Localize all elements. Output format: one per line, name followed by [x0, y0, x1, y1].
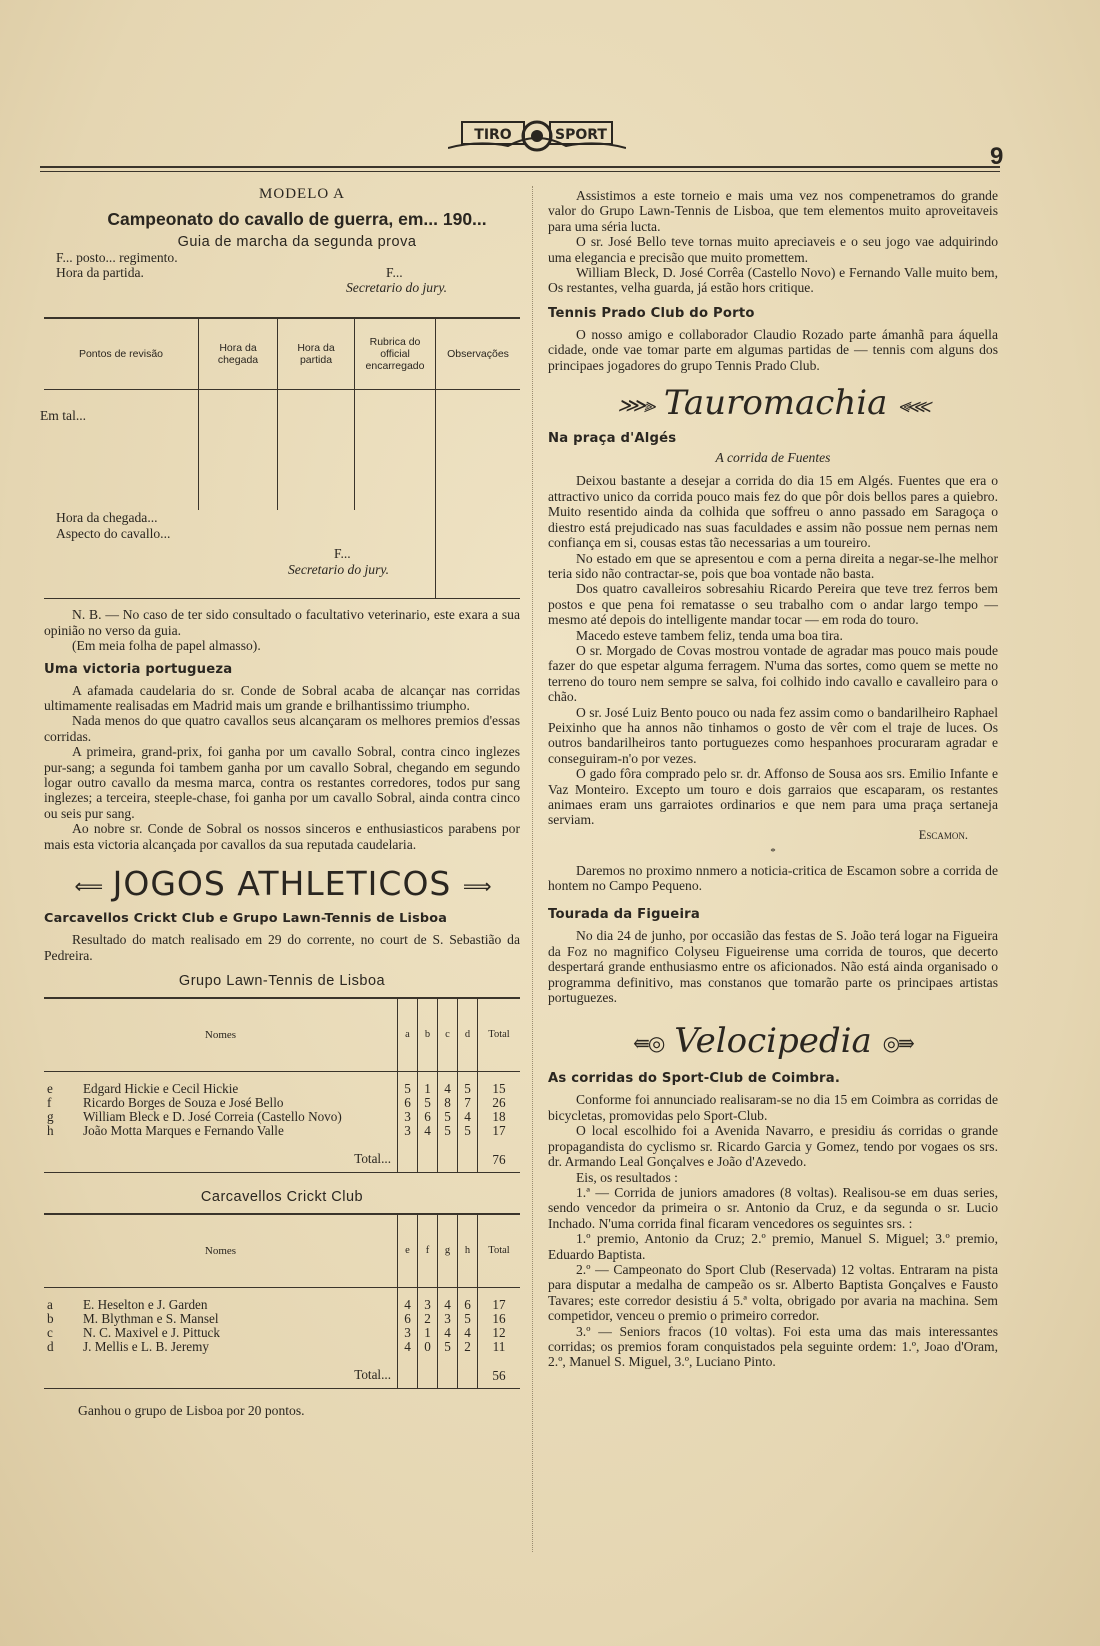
- row-score: 3: [398, 1110, 418, 1124]
- row-score: 1: [418, 1071, 438, 1096]
- t2-col-g: g: [438, 1214, 458, 1288]
- foot-aspecto: Aspecto do cavallo...: [56, 525, 171, 541]
- table-row: [44, 1340, 520, 1364]
- victoria-p3: A primeira, grand-prix, foi ganha por um cavallo Sobral, contra cinco inglezes pur-sang; a segunda foi tambem ganha por um cavallo Sobral, chegando em segundo logar outro cavallo da mesma marca, contra os restantes corredores, todos pur sang inglezes; a terceira, steeple-chase, foi ganha por um cavallo Sobral, ainda contra cinco ou seis pur sang.: [44, 744, 520, 821]
- col-pontos: Pontos de revisão: [78, 348, 164, 361]
- coimbra-p6: 2.º — Campeonato do Sport Club (Reservada) 12 voltas. Entraram na pista para disputar a medalha de campeão os sr. Alberto Baptista Gonçalves e Fausto Tavares; este corredor desistiu á 5.ª volta, obrigado por avaria na machina. Sem competidor, venceu o premio o primeiro corredor.: [548, 1261, 998, 1324]
- row-score: 5: [418, 1096, 438, 1110]
- quill-ornament-icon: ⟹: [462, 873, 490, 898]
- feather-ornament-icon: ⋙⫸: [617, 393, 654, 418]
- row-letter: e: [47, 1080, 53, 1096]
- separator-star: *: [770, 846, 776, 859]
- table-row: [44, 1312, 520, 1326]
- victoria-p2: Nada menos do que quatro cavallos seus alcançaram os melhores premios d'essas corridas.: [44, 713, 520, 744]
- row-names: Edgard Hickie e Cecil Hickie: [83, 1080, 239, 1096]
- jogos-title: ⟸ JOGOS ATHLETICOS ⟹: [74, 864, 490, 904]
- alges-signature: Escamon.: [918, 827, 968, 842]
- t1-col-a: a: [398, 998, 418, 1072]
- header-rule-thin: [40, 171, 1000, 172]
- row-score: 4: [458, 1326, 478, 1340]
- coimbra-p5: 1.º premio, Antonio da Cruz; 2.º premio, Manuel S. Miguel; 3.º premio, Eduardo Baptista.: [548, 1231, 998, 1262]
- row-score: 4: [438, 1071, 458, 1096]
- row-total: 18: [478, 1110, 521, 1124]
- row-score: 6: [398, 1312, 418, 1326]
- t2-total-label: Total...: [354, 1366, 391, 1382]
- match-intro: Resultado do match realisado em 29 do corrente, no court de S. Sebastião da Pedreira.: [44, 932, 520, 963]
- foot-chegada: Hora da chegada...: [56, 510, 158, 526]
- coimbra-p1: Conforme foi annunciado realisaram-se no dia 15 em Coimbra as corridas de bicycletas, promovidas pelo Sport-Club.: [548, 1092, 998, 1123]
- row-letter: h: [47, 1122, 54, 1138]
- row-score: 5: [458, 1124, 478, 1148]
- table1-title: Grupo Lawn-Tennis de Lisboa: [178, 972, 386, 989]
- row-letter: f: [47, 1094, 52, 1110]
- t1-col-nomes: Nomes: [204, 1028, 237, 1041]
- row-score: 5: [438, 1124, 458, 1148]
- row-score: 4: [438, 1326, 458, 1340]
- table2-title: Carcavellos Crickt Club: [200, 1188, 364, 1205]
- row-score: 3: [438, 1312, 458, 1326]
- col-chegada: Hora da chegada: [199, 318, 278, 390]
- row-total: 15: [478, 1071, 521, 1096]
- table-row: [44, 1110, 520, 1124]
- alges-p7: O gado fôra comprado pelo sr. dr. Affonso de Sousa aos srs. Emilio Infante e Vaz Monteiro. Excepto um touro e dois garraios que escaparam, os restantes animaes eram uns garraiotes ordinarios e que nem para uma praça sertaneja serviam.: [548, 766, 998, 828]
- victoria-p1: A afamada caudelaria do sr. Conde de Sobral acaba de alcançar nas corridas ultimamente realisadas em Madrid mais um grande e brilhantissimo triumpho.: [44, 682, 520, 714]
- row-score: 5: [458, 1071, 478, 1096]
- velocipedia-title: ⇚◎ Velocipedia ◎⇛: [633, 1021, 913, 1062]
- t2-col-f: f: [418, 1214, 438, 1288]
- row-label: Em tal...: [40, 408, 87, 424]
- row-score: 4: [398, 1340, 418, 1364]
- col-observacoes: Observações: [436, 318, 521, 390]
- model-line1: F... posto... regimento.: [56, 250, 178, 265]
- match-closing: Ganhou o grupo de Lisboa por 20 pontos.: [78, 1402, 305, 1418]
- row-total: 26: [478, 1096, 521, 1110]
- row-score: 6: [418, 1110, 438, 1124]
- row-names: M. Blythman e S. Mansel: [83, 1311, 219, 1326]
- row-score: 4: [438, 1287, 458, 1312]
- row-score: 1: [418, 1326, 438, 1340]
- victoria-heading: Uma victoria portugueza: [44, 661, 233, 677]
- row-score: 4: [458, 1110, 478, 1124]
- row-score: 2: [458, 1340, 478, 1364]
- scroll-ornament-icon: ⇚◎: [633, 1031, 664, 1056]
- coimbra-p4: 1.ª — Corrida de juniors amadores (8 voltas). Realisou-se em duas series, sendo vencedor da primeira o sr. Antonio da Cruz, e da segunda o sr. Lucio Inchado. N'uma corrida final ficaram vencedores os seguintes srs. :: [548, 1184, 998, 1231]
- row-score: 6: [458, 1287, 478, 1312]
- table-row: [44, 1287, 520, 1312]
- table-row: [44, 1096, 520, 1110]
- model-line2: Hora da partida.: [56, 265, 144, 281]
- figueira-heading: Tourada da Figueira: [548, 907, 700, 923]
- foot-secretario: Secretario do jury.: [288, 562, 390, 578]
- alges-p4: Macedo esteve tambem feliz, tenda uma boa tira.: [576, 627, 843, 643]
- row-names: N. C. Maxivel e J. Pittuck: [83, 1325, 220, 1340]
- row-letter: b: [47, 1310, 54, 1326]
- t1-col-d: d: [458, 998, 478, 1072]
- model-heading: Campeonato do cavallo de guerra, em... 190...: [107, 209, 487, 229]
- model-sign-title: Secretario do jury.: [346, 280, 448, 296]
- feather-ornament-icon: ⫷⋘: [898, 393, 929, 418]
- row-letter: c: [47, 1324, 53, 1340]
- coimbra-p7: 3.º — Seniors fracos (10 voltas). Foi esta uma das mais interessantes corridas; os premios foram conquistados pela seguinte ordem: 1.º, Joao d'Oram, 2.º, Manuel S. Miguel, 3.º, Luciano Pinto.: [548, 1323, 998, 1370]
- row-score: 3: [398, 1326, 418, 1340]
- tennis-p2: O sr. José Bello teve tornas muito apreciaveis e o seu jogo vae adquirindo uma elegancia e precisão que muito promettem.: [548, 234, 998, 265]
- coimbra-p3: Eis, os resultados :: [576, 1169, 678, 1185]
- alges-p3: Dos quatro cavalleiros sobresahiu Ricardo Pereira que teve trez ferros bem postos e que pena foi rematasse o seu trabalho com o andar largo tempo — mesmo até depois do intelligente mandar tocar — em roda do touro.: [548, 581, 998, 628]
- foot-f: F...: [334, 546, 351, 562]
- match-heading: Carcavellos Crickt Club e Grupo Lawn-Tennis de Lisboa: [44, 911, 448, 927]
- route-form-table: [40, 317, 520, 599]
- coimbra-heading: As corridas do Sport-Club de Coimbra.: [548, 1071, 841, 1087]
- row-score: 2: [418, 1312, 438, 1326]
- t1-col-b: b: [418, 998, 438, 1072]
- coimbra-p2: O local escolhido foi a Avenida Navarro, e presidiu ás corridas o grande propagandista do cyclismo sr. Ricardo Garcia y Gomez, tendo por vogaes os srs. dr. Armando Leal Gonçalves e João d'Azevedo.: [548, 1123, 998, 1170]
- quill-ornament-icon: ⟸: [74, 873, 102, 898]
- tennis-prado-heading: Tennis Prado Club do Porto: [548, 305, 755, 321]
- left-column: [40, 186, 520, 1418]
- alges-heading: Na praça d'Algés: [548, 431, 677, 447]
- header-rule: [40, 166, 1000, 168]
- victoria-p4: Ao nobre sr. Conde de Sobral os nossos sinceros e enthusiasticos parabens por mais esta victoria alcançada por cavallos da sua reputada caudelaria.: [44, 821, 520, 852]
- t1-col-total: Total: [478, 998, 521, 1072]
- tennis-p3: William Bleck, D. José Corrêa (Castello Novo) e Fernando Valle muito bem, Os restantes, velha guarda, já estão hors critique.: [548, 265, 998, 296]
- row-score: 0: [418, 1340, 438, 1364]
- row-total: 17: [478, 1124, 521, 1148]
- tauromachia-title: ⋙⫸ Tauromachia ⫷⋘: [617, 383, 929, 424]
- row-total: 17: [478, 1287, 521, 1312]
- alges-p1: Deixou bastante a desejar a corrida do dia 15 em Algés. Fuentes que era o attractivo unico da corrida pouco mais fez do que pôr dois bellos pares a quiebro. Muito resentido ainda da colhida que soffreu o anno passado em Saragoça o diestro está prejudicado nas suas faculdades e assim não possue nem pernas nem confiança em si, cousas estas tão necessarias a um toureiro.: [548, 473, 998, 551]
- row-score: 4: [418, 1124, 438, 1148]
- col-partida: Hora da partida: [278, 318, 355, 390]
- row-score: 4: [398, 1287, 418, 1312]
- row-total: 12: [478, 1326, 521, 1340]
- row-names: J. Mellis e L. B. Jeremy: [83, 1339, 209, 1354]
- row-letter: d: [47, 1338, 54, 1354]
- model-subheading: Guia de marcha da segunda prova: [177, 234, 417, 250]
- alges-p6: O sr. José Luiz Bento pouco ou nada fez assim como o bandarilheiro Raphael Peixinho que ha annos não tinhamos o gosto de vêr com el traje de luces. Os outros bandarilheiros tanto portuguezes como hespanhoes procuraram agradar e conseguiram-n'o por vezes.: [548, 704, 998, 766]
- model-title: MODELO A: [259, 186, 345, 202]
- nb-text2: (Em meia folha de papel almasso).: [72, 638, 261, 654]
- row-score: 7: [458, 1096, 478, 1110]
- row-names: E. Heselton e J. Garden: [83, 1296, 208, 1312]
- scroll-ornament-icon: ◎⇛: [882, 1031, 913, 1056]
- svg-text:TIRO: TIRO: [474, 127, 512, 143]
- t1-total-value: 76: [478, 1148, 521, 1173]
- alges-p2: No estado em que se apresentou e com a perna direita a negar-se-lhe melhor teria sido não contractar-se, pois que boa vontade não basta.: [548, 550, 998, 581]
- row-names: João Motta Marques e Fernando Valle: [83, 1123, 284, 1138]
- alges-p5: O sr. Morgado de Covas mostrou vontade de agradar mas pouco mais poude fazer do que espetar alguma ferragem. N'uma das sortes, como quem se mette no terreno do touro nem sempre se salva, foi colhido indo cavallo e cavalleiro para o chão.: [548, 642, 998, 705]
- column-divider: [532, 186, 533, 1552]
- col-rubrica: Rubrica do official encarregado: [355, 318, 436, 390]
- row-score: 5: [438, 1340, 458, 1364]
- table-row: [44, 1326, 520, 1340]
- masthead-logo: [448, 110, 626, 160]
- table-row: [44, 1071, 520, 1096]
- t2-col-total: Total: [478, 1214, 521, 1288]
- t2-col-e: e: [398, 1214, 418, 1288]
- t1-total-label: Total...: [354, 1150, 391, 1166]
- alges-p8: Daremos no proximo nnmero a noticia-critica de Escamon sobre a corrida de hontem no Campo Pequeno.: [548, 862, 998, 894]
- row-score: 3: [418, 1287, 438, 1312]
- row-letter: a: [47, 1296, 53, 1312]
- row-score: 5: [398, 1071, 418, 1096]
- page-number: 9: [990, 143, 1004, 170]
- tennis-p1: Assistimos a este torneio e mais uma vez nos compenetramos do grande valor do Grupo Lawn-Tennis de Lisboa, que tem elementos muito aproveitaveis para uma séria lucta.: [548, 188, 998, 234]
- row-letter: g: [47, 1108, 54, 1124]
- svg-text:SPORT: SPORT: [555, 127, 607, 143]
- nb-text: N. B. — No caso de ter sido consultado o facultativo veterinario, este exara a sua opinião no verso da guia.: [44, 607, 520, 638]
- row-score: 8: [438, 1096, 458, 1110]
- row-names: Ricardo Borges de Souza e José Bello: [83, 1095, 284, 1110]
- carcavellos-results-table: [44, 1213, 520, 1389]
- t2-col-h: h: [458, 1214, 478, 1288]
- row-score: 5: [438, 1110, 458, 1124]
- figueira-text: No dia 24 de junho, por occasião das festas de S. João terá logar na Figueira da Foz no magnifico Colyseu Figueirense uma corrida de touros, que decerto despertará grande enthusiasmo entre os aficionados. Não está ainda organisado o programma definitivo, mas constanos que tomarão parte os principaes artistas portuguezes.: [548, 928, 998, 1006]
- lisboa-results-table: [44, 997, 520, 1173]
- right-column: [548, 188, 998, 1370]
- row-names: William Bleck e D. José Correia (Castello Novo): [83, 1109, 342, 1124]
- model-sign-f: F...: [386, 265, 403, 281]
- t2-col-nomes: Nomes: [204, 1244, 237, 1257]
- row-total: 11: [478, 1340, 521, 1364]
- row-score: 3: [398, 1124, 418, 1148]
- row-score: 6: [398, 1096, 418, 1110]
- table-row: [44, 1124, 520, 1148]
- row-total: 16: [478, 1312, 521, 1326]
- t1-col-c: c: [438, 998, 458, 1072]
- t2-total-value: 56: [478, 1364, 521, 1389]
- tennis-prado-text: O nosso amigo e collaborador Claudio Rozado parte ámanhã para áquella cidade, onde vae tomar parte em algumas partidas de — tennis com alguns dos principaes jogadores do grupo Tennis Prado Club.: [548, 326, 998, 373]
- row-score: 5: [458, 1312, 478, 1326]
- alges-subheading: A corrida de Fuentes: [715, 450, 831, 466]
